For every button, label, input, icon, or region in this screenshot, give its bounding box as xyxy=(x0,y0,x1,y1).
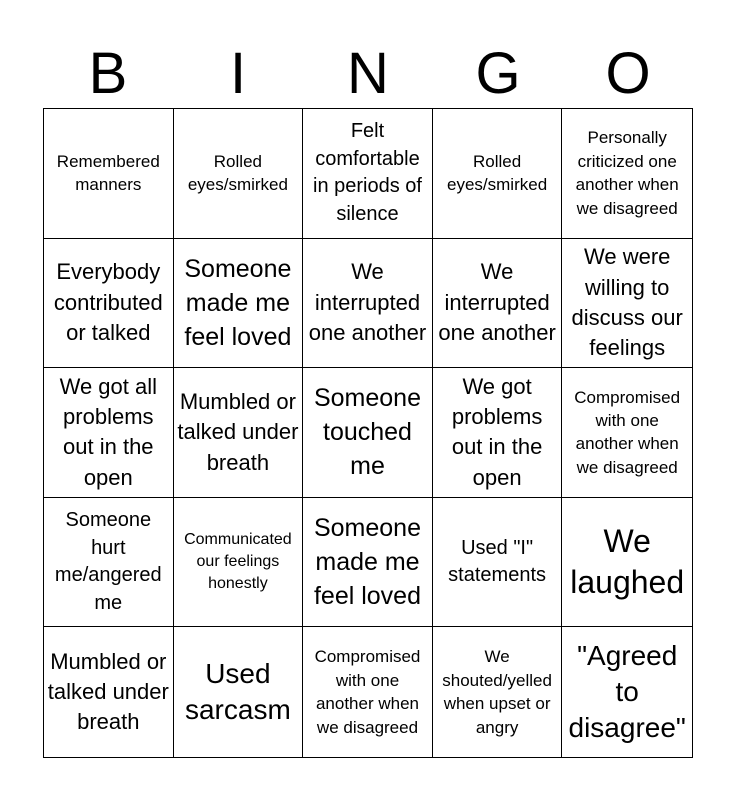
cell-text: We got all problems out in the open xyxy=(59,373,157,490)
bingo-cell-r5c1[interactable] xyxy=(44,627,174,757)
cell-text: Someone hurt me/angered me xyxy=(54,508,162,614)
bingo-cell-r4c4[interactable] xyxy=(433,498,563,628)
cell-text: We interrupted one another xyxy=(308,259,427,346)
bingo-cell-r4c3[interactable] xyxy=(303,498,433,628)
bingo-cell-r3c5[interactable] xyxy=(562,368,692,498)
cell-text: We interrupted one another xyxy=(438,259,556,346)
bingo-board xyxy=(43,108,693,758)
bingo-cell-r5c2[interactable] xyxy=(174,627,304,757)
cell-text: We were willing to discuss our feelings xyxy=(571,244,683,361)
cell-text: "Agreed to disagree" xyxy=(568,639,686,744)
cell-text: We got problems out in the open xyxy=(451,373,543,490)
bingo-cell-r2c5[interactable] xyxy=(562,239,692,369)
cell-text: Everybody contributed or talked xyxy=(53,259,163,346)
bingo-cell-r1c5[interactable] xyxy=(562,109,692,239)
cell-text: We shouted/yelled when upset or angry xyxy=(442,647,552,737)
bingo-cell-r5c5[interactable] xyxy=(562,627,692,757)
bingo-cell-r5c4[interactable] xyxy=(433,627,563,757)
bingo-cell-r3c2[interactable] xyxy=(174,368,304,498)
cell-text: Rolled eyes/smirked xyxy=(187,151,288,195)
bingo-cell-r4c2[interactable] xyxy=(174,498,304,628)
cell-text: Someone touched me xyxy=(313,384,421,481)
bingo-cell-r5c3[interactable] xyxy=(303,627,433,757)
title-letter-b: B xyxy=(88,41,128,106)
bingo-title xyxy=(43,40,693,108)
cell-text: Rolled eyes/smirked xyxy=(447,151,548,195)
cell-text: Used sarcasm xyxy=(184,657,291,726)
bingo-cell-r4c1[interactable] xyxy=(44,498,174,628)
cell-text: Compromised with one another when we disagreed xyxy=(574,387,681,477)
title-letter-i: I xyxy=(229,41,247,106)
cell-text: Someone made me feel loved xyxy=(313,514,421,611)
cell-text: Felt comfortable in periods of silence xyxy=(313,120,422,225)
cell-text: Mumbled or talked under breath xyxy=(177,388,299,475)
cell-text: Compromised with one another when we disagreed xyxy=(314,647,421,737)
cell-text: We laughed xyxy=(570,522,685,601)
title-letter-g: G xyxy=(475,41,521,106)
bingo-cell-r3c1[interactable] xyxy=(44,368,174,498)
cell-text: Communicated our feelings honestly xyxy=(184,530,292,593)
bingo-cell-r2c4[interactable] xyxy=(433,239,563,369)
cell-text: Used "I" statements xyxy=(448,536,546,587)
title-letter-n: N xyxy=(347,41,389,106)
cell-text: Mumbled or talked under breath xyxy=(47,648,169,735)
bingo-cell-r2c3[interactable] xyxy=(303,239,433,369)
bingo-cell-r4c5[interactable] xyxy=(562,498,692,628)
bingo-cell-r3c3[interactable] xyxy=(303,368,433,498)
bingo-cell-r1c2[interactable] xyxy=(174,109,304,239)
bingo-cell-r3c4[interactable] xyxy=(433,368,563,498)
bingo-cell-r1c3[interactable] xyxy=(303,109,433,239)
bingo-cell-r1c4[interactable] xyxy=(433,109,563,239)
bingo-cell-r1c1[interactable] xyxy=(44,109,174,239)
title-letter-o: O xyxy=(605,41,651,106)
cell-text: Personally criticized one another when we disagreed xyxy=(575,128,679,218)
bingo-cell-r2c1[interactable] xyxy=(44,239,174,369)
bingo-cell-r2c2[interactable] xyxy=(174,239,304,369)
cell-text: Someone made me feel loved xyxy=(184,254,292,351)
cell-text: Remembered manners xyxy=(56,151,160,195)
